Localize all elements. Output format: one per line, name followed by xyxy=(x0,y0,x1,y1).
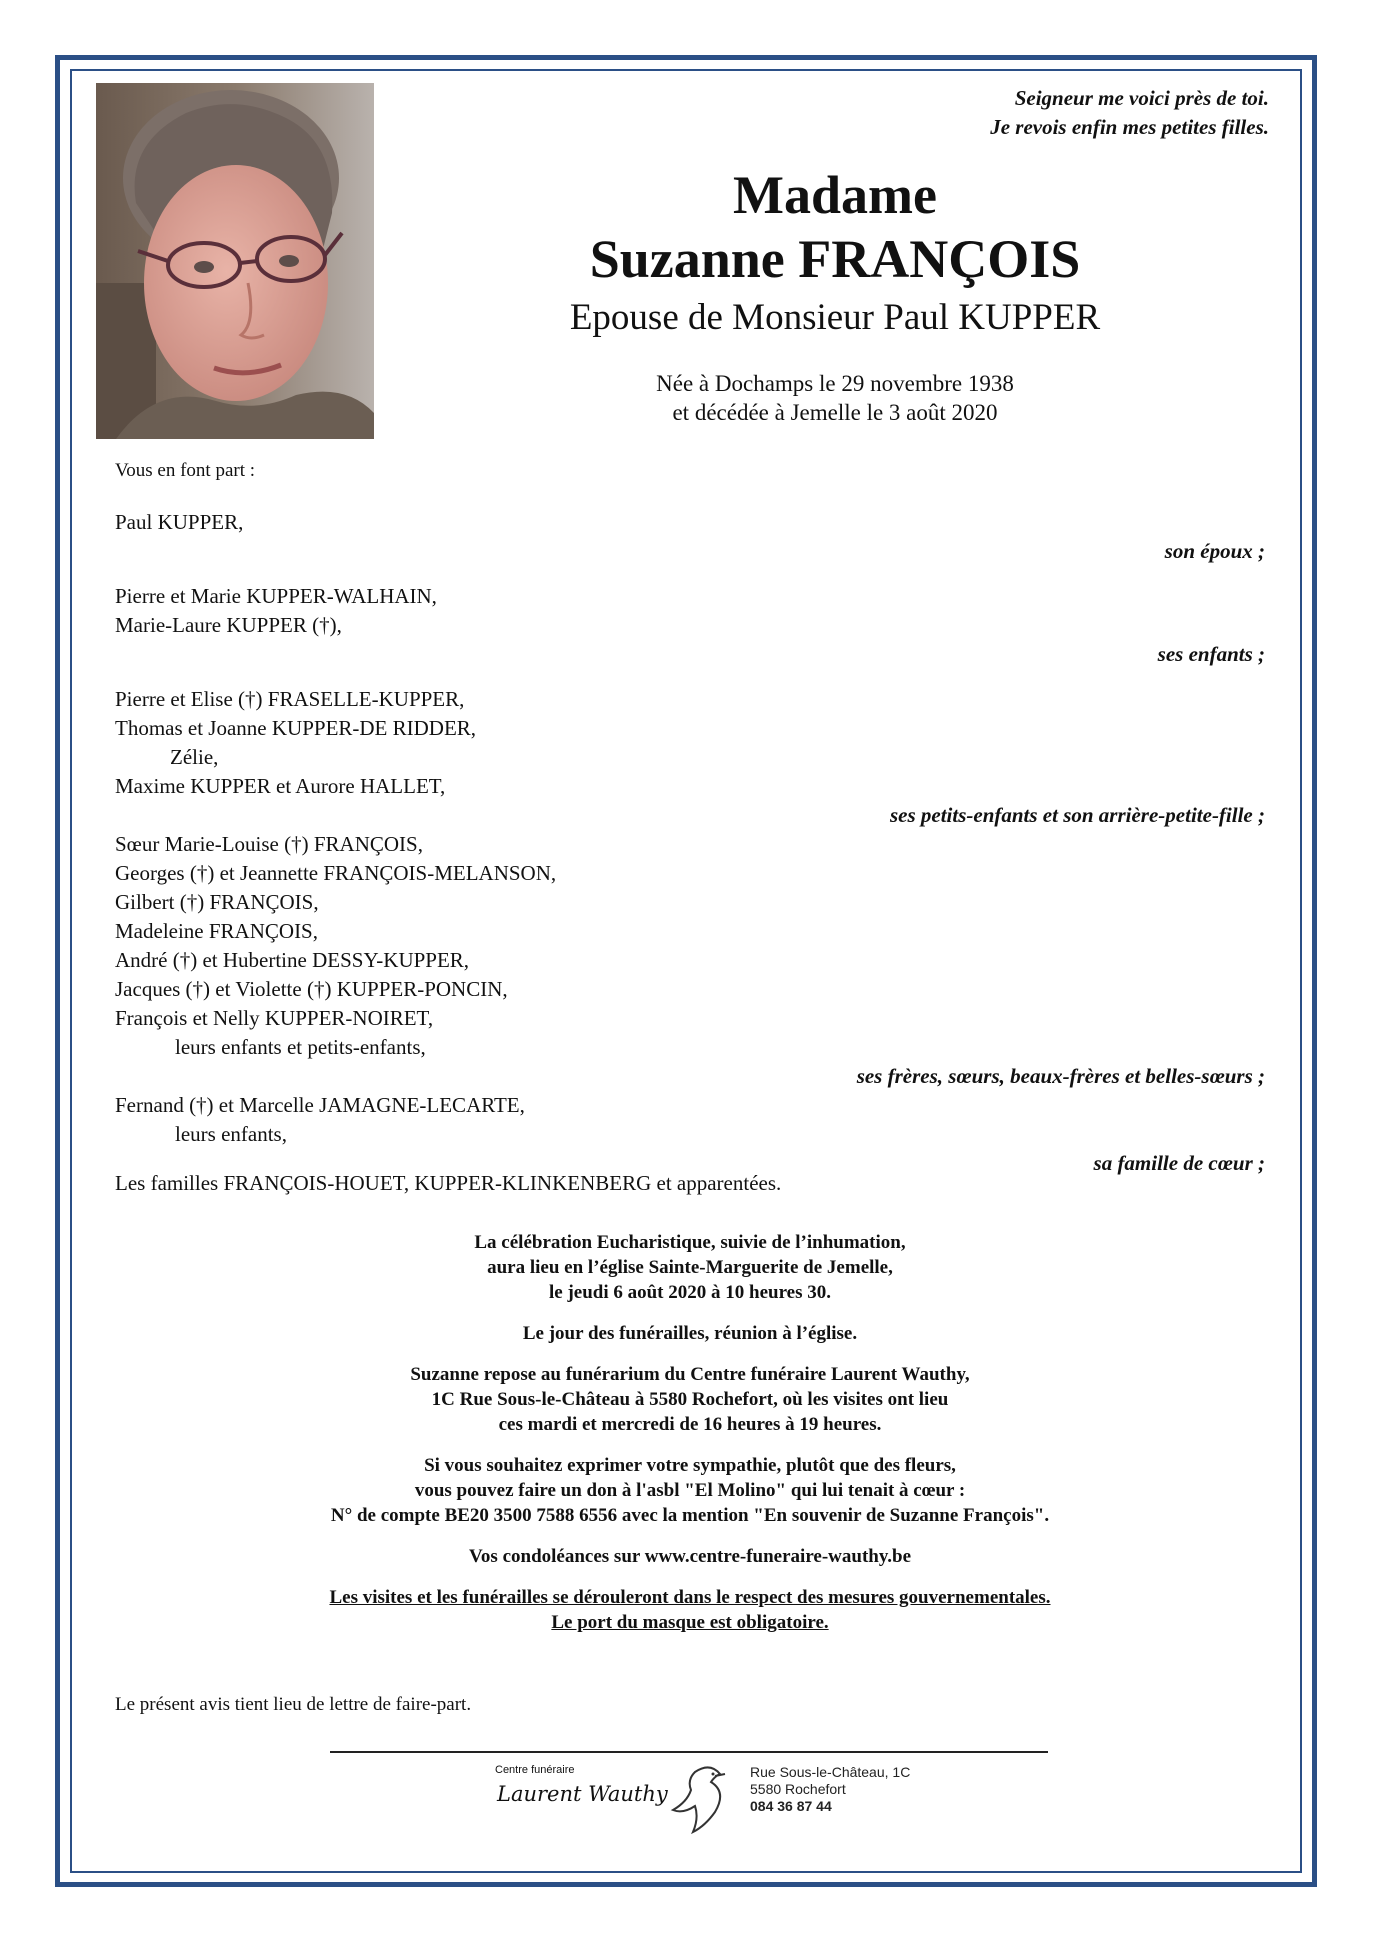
family-member: Thomas et Joanne KUPPER-DE RIDDER, xyxy=(115,716,477,740)
covid-notice: Les visites et les funérailles se dérouleront dans le respect des mesures gouvernementales. xyxy=(329,1587,1051,1608)
family-member: Fernand (†) et Marcelle JAMAGNE-LECARTE, xyxy=(115,1093,525,1117)
family-member: Gilbert (†) FRANÇOIS, xyxy=(115,890,319,914)
family-member: Zélie, xyxy=(170,745,219,769)
relation-label: sa famille de cœur ; xyxy=(1093,1151,1265,1175)
family-list xyxy=(115,508,1265,1178)
funerarium-line: Suzanne repose au funérarium du Centre funéraire Laurent Wauthy, xyxy=(410,1364,970,1385)
relation-label: ses enfants ; xyxy=(1157,642,1265,666)
brand-script: Laurent Wauthy xyxy=(497,1782,668,1806)
deceased-name: Suzanne FRANÇOIS xyxy=(589,229,1081,289)
address-line: 5580 Rochefort xyxy=(750,1781,846,1797)
donation-line: vous pouvez faire un don à l'asbl "El Molino" qui lui tenait à cœur : xyxy=(414,1480,966,1501)
family-member: Pierre et Elise (†) FRASELLE-KUPPER, xyxy=(115,687,465,711)
family-member: Maxime KUPPER et Aurore HALLET, xyxy=(115,774,446,798)
family-member: Paul KUPPER, xyxy=(115,510,244,534)
relation-label: ses frères, sœurs, beaux-frères et belles-sœurs ; xyxy=(856,1064,1265,1088)
family-member: leurs enfants et petits-enfants, xyxy=(175,1035,426,1059)
funerarium-line: ces mardi et mercredi de 16 heures à 19 heures. xyxy=(498,1414,882,1435)
address-line: Rue Sous-le-Château, 1C xyxy=(750,1764,911,1780)
relation-label: ses petits-enfants et son arrière-petite-fille ; xyxy=(889,803,1265,827)
families-line: Les familles FRANÇOIS-HOUET, KUPPER-KLINKENBERG et apparentées. xyxy=(115,1171,782,1195)
family-member: Jacques (†) et Violette (†) KUPPER-PONCIN, xyxy=(115,977,508,1001)
ceremony-line: La célébration Eucharistique, suivie de l’inhumation, xyxy=(474,1232,906,1253)
phone-line: 084 36 87 44 xyxy=(750,1798,832,1814)
epigraph-line: Je revois enfin mes petites filles. xyxy=(990,115,1269,139)
epigraph-line: Seigneur me voici près de toi. xyxy=(1014,86,1269,110)
family-member: Georges (†) et Jeannette FRANÇOIS-MELANSON, xyxy=(115,861,557,885)
spouse-line: Epouse de Monsieur Paul KUPPER xyxy=(569,297,1101,338)
relation-label: son époux ; xyxy=(1164,539,1265,563)
family-member: André (†) et Hubertine DESSY-KUPPER, xyxy=(115,948,470,972)
ceremony-line: aura lieu en l’église Sainte-Marguerite de Jemelle, xyxy=(487,1257,893,1278)
portrait-photo xyxy=(96,83,374,439)
birth-line: Née à Dochamps le 29 novembre 1938 xyxy=(656,371,1014,396)
dove-icon xyxy=(665,1762,735,1834)
intro-text: Vous en font part : xyxy=(115,460,256,481)
donation-line: Si vous souhaitez exprimer votre sympathie, plutôt que des fleurs, xyxy=(424,1455,956,1476)
family-member: Pierre et Marie KUPPER-WALHAIN, xyxy=(115,584,437,608)
family-member: Sœur Marie-Louise (†) FRANÇOIS, xyxy=(115,832,423,856)
funerarium-line: 1C Rue Sous-le-Château à 5580 Rochefort, où les visites ont lieu xyxy=(431,1389,949,1410)
epigraph xyxy=(990,84,1269,142)
mask-notice: Le port du masque est obligatoire. xyxy=(551,1612,829,1633)
divider xyxy=(330,1751,1048,1753)
meeting-line: Le jour des funérailles, réunion à l’église. xyxy=(522,1323,858,1344)
brand-small: Centre funéraire xyxy=(495,1764,575,1776)
family-member: Marie-Laure KUPPER (†), xyxy=(115,613,342,637)
family-member: leurs enfants, xyxy=(175,1122,287,1146)
donation-line: N° de compte BE20 3500 7588 6556 avec la mention "En souvenir de Suzanne François". xyxy=(330,1505,1050,1526)
title-block xyxy=(500,163,1170,427)
ceremony-line: le jeudi 6 août 2020 à 10 heures 30. xyxy=(548,1282,831,1303)
condolences-line: Vos condoléances sur www.centre-funeraire-wauthy.be xyxy=(468,1546,912,1567)
family-member: Madeleine FRANÇOIS, xyxy=(115,919,318,943)
honorific: Madame xyxy=(733,165,937,225)
family-member: François et Nelly KUPPER-NOIRET, xyxy=(115,1006,434,1030)
notice-footer: Le présent avis tient lieu de lettre de faire-part. xyxy=(115,1694,472,1715)
death-line: et décédée à Jemelle le 3 août 2020 xyxy=(672,400,998,425)
funeral-home-logo xyxy=(495,1760,935,1836)
ceremony-info xyxy=(140,1230,1240,1651)
